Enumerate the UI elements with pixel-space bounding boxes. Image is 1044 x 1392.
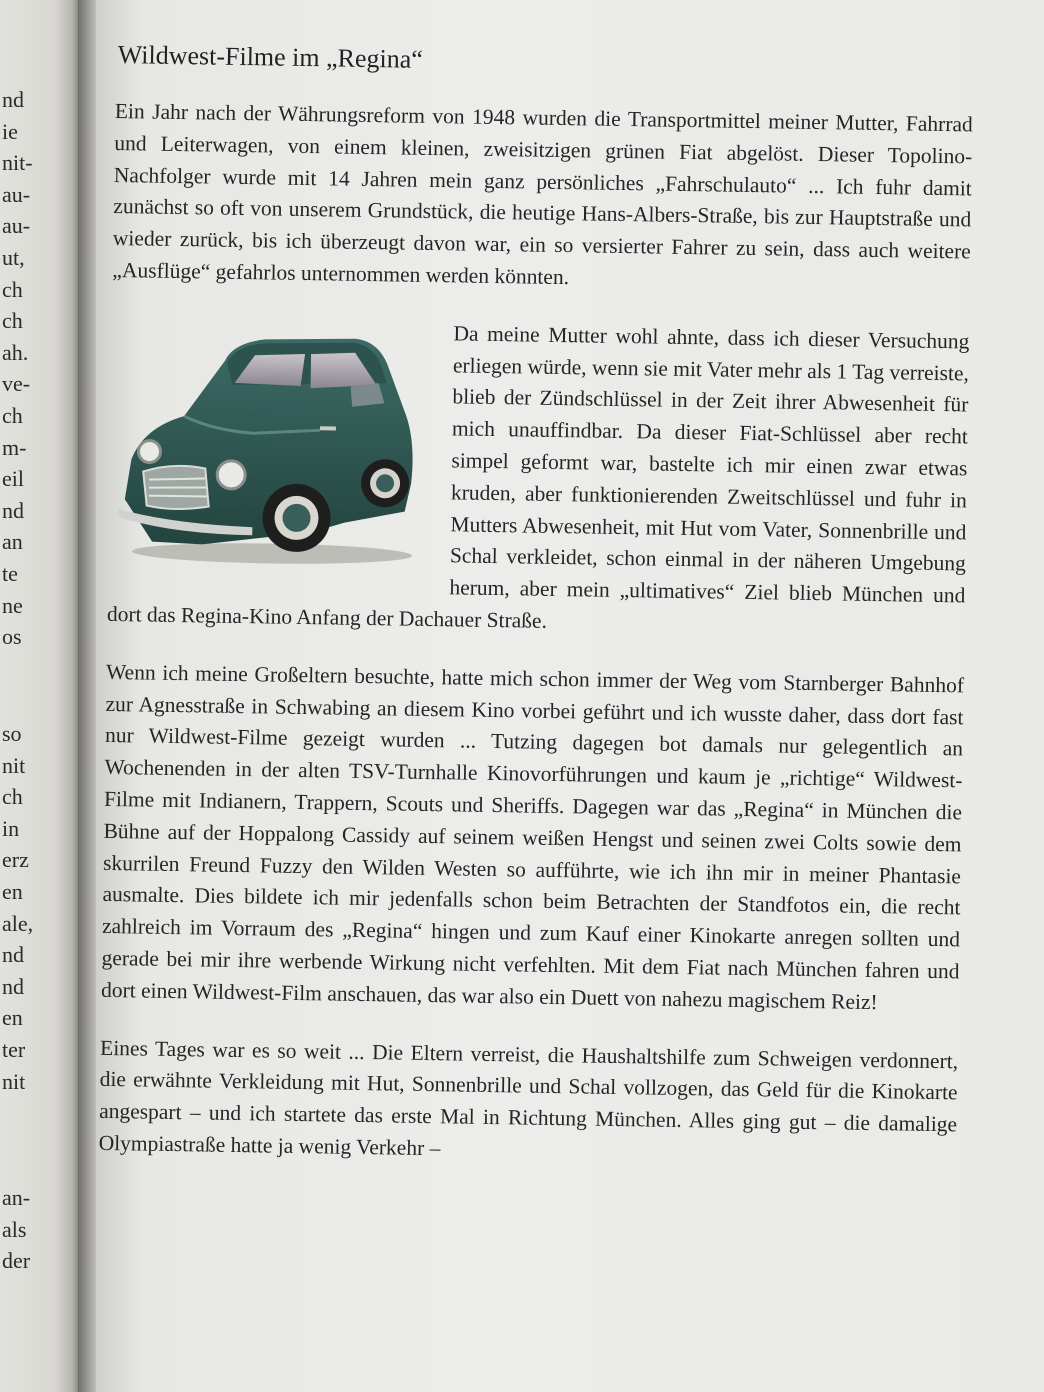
left-page-fragment: nd [2,942,24,968]
left-page-fragment: nit [2,752,26,778]
intro-paragraph: Ein Jahr nach der Währungsreform von 1948 wurden die Transportmittel meiner Mutter, Fahrrad und Leiterwagen, von einem kleinen, zweisitzigen grünen Fiat abgelöst. Dieser Topolino-Nachfolger wurde mit 14 Jahren mein ganz persönliches „Fahrschulauto“ ... Ich fuhr damit zunächst so oft von unserem Grundstück, die heutige Hans-Albers-Straße, bis zur Hauptstraße und wieder zurück, bis ich überzeugt davon war, ein so versierter Fahrer zu sein, dass auch weitere „Ausflüge“ gefahrlos unternommen werden könnten. [112,98,973,290]
left-page-fragment: ch [2,784,23,810]
left-page-fragment: ch [2,403,23,428]
car-paragraph-block [107,313,970,644]
left-page-fragment: os [2,624,22,650]
left-page-fragment: der [2,1248,31,1274]
left-page-fragment: en [2,1005,23,1031]
left-page-fragment: ch [2,276,23,302]
left-page-fragment: m- [2,434,27,460]
left-page-fragment: nd [2,973,24,999]
left-page-fragment: ah. [2,339,29,365]
paragraph-2: Wenn ich meine Großeltern besuchte, hatte mich schon immer der Weg vom Starnberger Bahnhof zur Agnesstraße in Schwabing an diesem Kino vorbei geführt und ich wusste daher, dass dort fast nur Wildwest-Filme gezeigt wurden ... Tutzing dagegen bot damals nur gelegentlich an Wochenenden in der alten TSV-Turnhalle Kinovorführungen und kaum je „richtige“ Wildwest-Filme mit Indianern, Trappern, Scouts und Sheriffs. Dagegen war das „Regina“ in München die Bühne auf der Hoppalong Cassidy auf seinem weißen Hengst und seinen zwei Colts sowie dem skurrilen Freund Fuzzy den Wilden Westen so aufführte, wie ich ihn mir in meiner Phantasie ausmalte. Dies bildete ich mir jedenfalls schon beim Betrachten der Standfotos ein, die recht zahlreich im Vorraum des „Regina“ hingen und zum Kauf einer Kinokarte anregen sollten und gerade bei mir ihre werbende Wirkung nicht verfehlten. Mit dem Fiat nach München fahren und dort einen Wildwest-Film anschauen, das war also ein Duett von nahezu magischem Reiz! [100,659,965,1014]
left-page-fragment: au- [2,181,31,207]
left-page-fragment: eil [2,466,24,492]
left-page-fragment: au- [2,213,31,239]
left-page-fragment: an [2,529,23,555]
left-page-fragment: ut, [2,245,25,270]
left-page-fragment: en [2,879,23,904]
left-page-fragment: ter [2,1037,26,1062]
left-page-fragment: ve- [2,371,31,397]
left-page-fragment: an- [2,1185,31,1210]
left-page-fragment: in [2,815,20,841]
car-paragraph: Da meine Mutter wohl ahnte, dass ich dieser Versuchung erliegen würde, wenn sie mit Vater mehr als 1 Tag verreiste, blieb der Zündschlüssel in der Zeit ihrer Abwesenheit für mich unauffindbar. Da dieser Fiat-Schlüssel aber recht simpel geformt war, bastelte ich mir einen zwar etwas kruden, aber funktionierenden Zweitschlüssel und fuhr in Mutters Abwesenheit, mit Hut vom Vater, Sonnenbrille und Schal verkleidet, schon einmal in der näheren Umgebung herum, aber mein „ultimatives“ Ziel blieb München und dort das Regina-Kino Anfang der Dachauer Straße. [106,321,970,633]
left-page-fragment: ale, [2,910,34,936]
article [98,40,973,1173]
left-page-fragment: nit [2,1068,26,1094]
left-page-fragment: so [2,721,22,746]
left-page [0,0,78,1392]
left-page-fragment: als [2,1216,27,1242]
left-page-fragment: te [2,561,18,586]
left-page-fragment: nd [2,497,24,523]
left-page-fragment: erz [2,847,29,873]
left-page-fragment: nd [2,87,24,112]
article-title: Wildwest-Filme im „Regina“ [117,40,424,74]
left-page-fragment: ne [2,592,23,618]
left-page-fragment: ie [2,118,18,144]
left-page-fragment: nit- [2,150,33,176]
left-page-fragment: ch [2,308,23,334]
paragraph-3: Eines Tages war es so weit ... Die Eltern verreist, die Haushaltshilfe zum Schweigen verdonnert, die erwähnte Verkleidung mit Hut, Sonnenbrille und Schal vollzogen, das Geld für die Kinokarte angespart – und ich startete das erste Mal in Richtung München. Alles ging gut – die damalige Olympiastraße hatte ja wenig Verkehr – [98,1035,959,1161]
fiat-car-illustration [112,319,424,572]
